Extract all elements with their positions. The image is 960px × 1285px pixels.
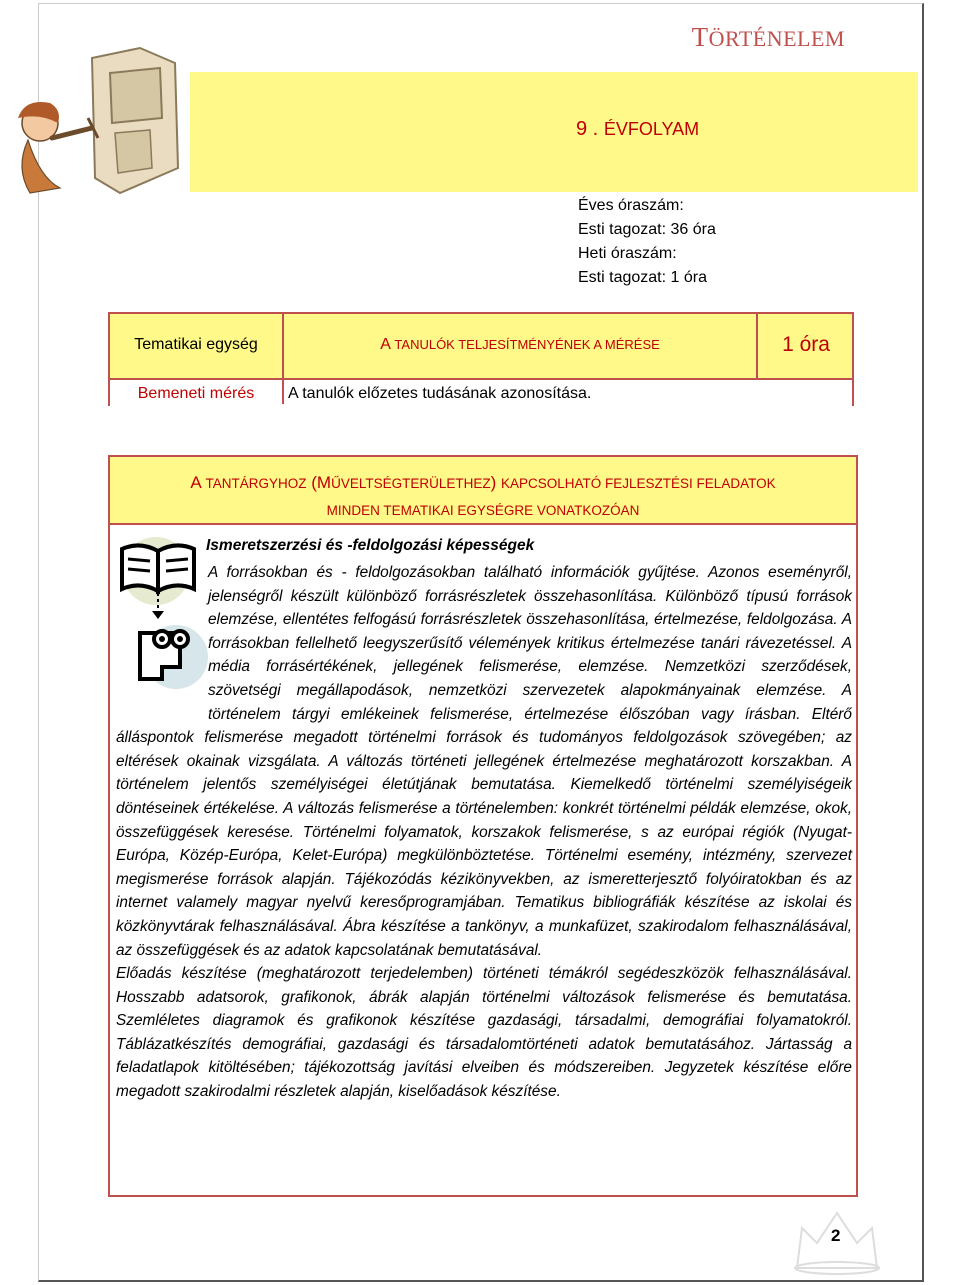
topic-row <box>110 314 852 378</box>
divider <box>282 314 284 404</box>
entry-label: Bemeneti mérés <box>137 385 255 402</box>
grade-band <box>190 72 918 192</box>
topic-table <box>108 312 854 406</box>
skills-title: Ismeretszerzési és -feldolgozási képességek <box>206 537 535 554</box>
development-tasks-box <box>108 455 858 1197</box>
development-tasks-header <box>110 457 856 525</box>
entry-row <box>110 378 852 408</box>
skills-text <box>116 561 852 1104</box>
grade-title: 9 . ÉVFOLYAM <box>576 118 700 140</box>
topic-label: Tematikai egység <box>134 336 258 353</box>
subject-title: TÖRTÉNELEM <box>691 22 845 52</box>
weekly-hours-value: Esti tagozat: 1 óra <box>578 269 707 286</box>
header-line-2: MINDEN TEMATIKAI EGYSÉGRE VONATKOZÓAN <box>326 503 640 518</box>
skills-paragraph-1: A forrásokban és - feldolgozásokban található információk gyűjtése. Azonos eseményről, jelenségről készült különböző forrásrészletek összehasonlítása. Különböző típusú források elemzése, ellentétes felfogású forrásrészletek összehasonlítása, értelmezése, feldolgozása. A forrásokban fellelhető leegyszerűsítő vélemények kritikus értelmezése tanári rávezetéssel. A média forrásértékének, jellegének felismerése, elemzése. Nemzetközi szerződések, szövetségi megállapodások, nemzetközi szervezetek alapokmányainak elemzése. A történelem tárgyi emlékeinek felismerése, értelmezése élőszóban vagy írásban. Eltérő álláspontok felismerése megadott történelmi források és tudományos feldolgozások szövegében; az eltérések okainak vizsgálata. A változás történeti jellegének értelmezése meghatározott korszakban. A történelem jelentős személyiségei életútjának bemutatása. Kiemelkedő történelmi személyiségeik döntéseinek értékelése. A változás felismerése a történelemben: konkrét történelmi példák elemzése, okok, összefüggések keresése. Történelmi folyamatok, korszakok felismerése, s az európai régiók (Nyugat-Európa, Közép-Európa, Kelet-Európa) megkülönböztetése. Történelmi esemény, intézmény, szervezet megismerése források alapján. Tájékozódás kézikönyvekben, az ismeretterjesztő folyóiratokban és az internet valamely magyar nyelvű keresőprogramjában. Tematikus bibliográfiák készítése az iskolai és közkönyvtárak felhasználásával. Ábra készítése a tankönyv, a munkafüzet, szakirodalom felhasználásával, az összefüggések és az adatok kapcsolatának bemutatásával. <box>116 564 852 959</box>
topic-title: A TANULÓK TELJESÍTMÉNYÉNEK A MÉRÉSE <box>380 336 660 353</box>
header-line-1: A TANTÁRGYHOZ (MŰVELTSÉGTERÜLETHEZ) KAPCSOLHATÓ FEJLESZTÉSI FELADATOK <box>190 473 776 492</box>
annual-hours-value: Esti tagozat: 36 óra <box>578 221 716 238</box>
hours-info <box>578 194 716 290</box>
annual-hours-label: Éves óraszám: <box>578 197 684 214</box>
weekly-hours-label: Heti óraszám: <box>578 245 677 262</box>
skills-paragraph-2: Előadás készítése (meghatározott terjedelemben) történeti témákról segédeszközök felhasználásával. Hosszabb adatsorok, grafikonok, ábrák alapján történelmi változások felismerése és bemutatása. Szemléletes diagramok és grafikonok készítése gazdasági, társadalmi, demográfiai folyamatokról. Táblázatkészítés demográfiai, gazdasági és társadalomtörténeti adatok bemutatásához. Jártasság a feladatlapok kitöltésében; tájékozottság javítási elveiben és módszereiben. Jegyzetek készítése előre megadott szakirodalmi részletek alapján, kiselőadások készítése. <box>116 965 852 1101</box>
divider <box>756 314 758 378</box>
topic-hours: 1 óra <box>782 333 830 356</box>
caveman-illustration <box>0 18 190 198</box>
entry-desc: A tanulók előzetes tudásának azonosítása. <box>288 385 592 402</box>
page-number: 2 <box>831 1226 841 1245</box>
